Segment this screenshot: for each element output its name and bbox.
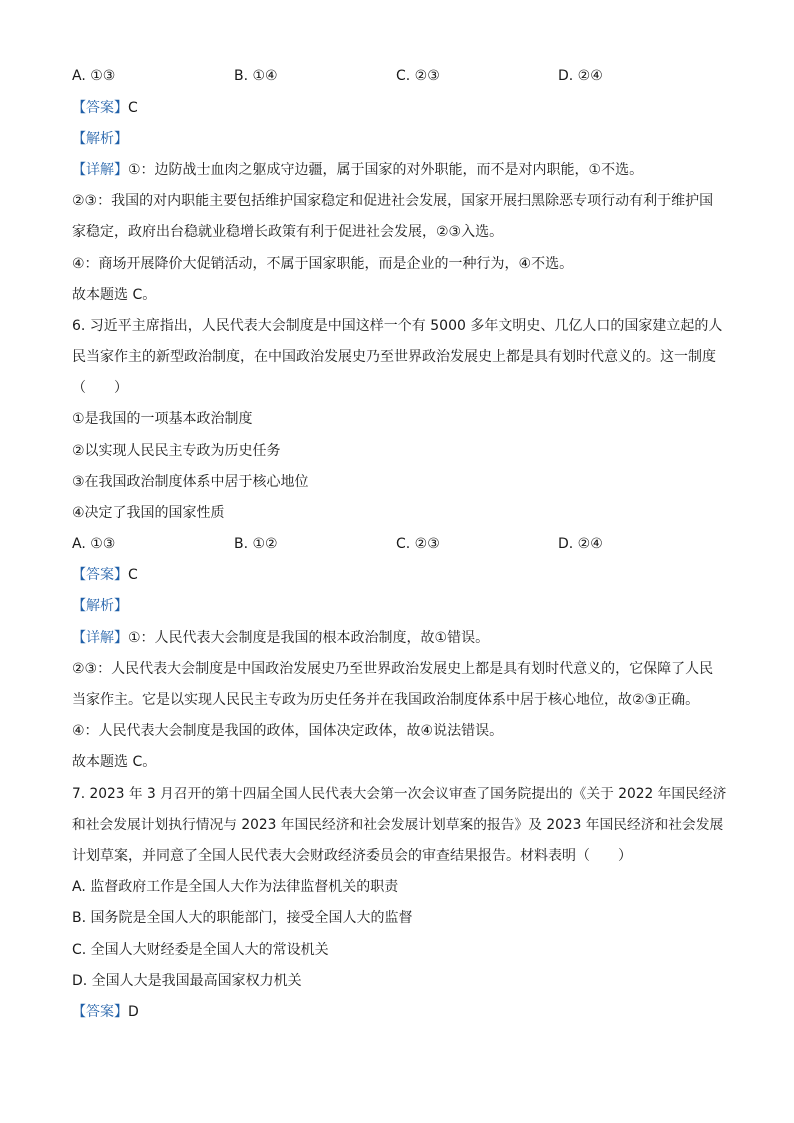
q6-item: ③在我国政治制度体系中居于核心地位	[72, 474, 309, 490]
q6-stem-line: 民当家作主的新型政治制度，在中国政治发展史乃至世界政治发展史上都是具有划时代意义的。这一制度	[72, 349, 716, 365]
answer-value: C	[128, 100, 138, 116]
q6-option-b: B. ①②	[234, 536, 278, 552]
analysis-tag: 【解析】	[72, 131, 128, 147]
q6-option-c: C. ②③	[396, 536, 440, 552]
answer-tag: 【答案】	[72, 100, 128, 116]
q5-detail-line	[72, 160, 732, 180]
answer-value: D	[128, 1004, 139, 1020]
q5-option-a: A. ①③	[72, 68, 116, 84]
answer-tag: 【答案】	[72, 1004, 128, 1020]
q5-analysis-heading	[72, 129, 732, 149]
q6-detail-line: 当家作主。它是以实现人民民主专政为历史任务并在我国政治制度体系中居于核心地位，故②③正确。	[72, 692, 700, 708]
q6-conclusion: 故本题选 C。	[72, 754, 157, 770]
analysis-tag: 【解析】	[72, 598, 128, 614]
answer-value: C	[128, 567, 138, 583]
q5-detail-line: 家稳定，政府出台稳就业稳增长政策有利于促进社会发展，②③入选。	[72, 224, 504, 240]
q6-detail-line	[72, 628, 732, 648]
q6-stem-bracket: （ ）	[72, 380, 128, 396]
q6-option-a: A. ①③	[72, 536, 116, 552]
q7-stem-line: 和社会发展计划执行情况与 2023 年国民经济和社会发展计划草案的报告》及 2023 年国民经济和社会发展	[72, 817, 724, 833]
detail-tag: 【详解】	[72, 162, 128, 178]
q7-choice-d: D. 全国人大是我国最高国家权力机关	[72, 973, 302, 989]
q5-answer	[72, 98, 732, 118]
q7-choice-c: C. 全国人大财经委是全国人大的常设机关	[72, 942, 329, 958]
q6-item: ④决定了我国的国家性质	[72, 505, 225, 521]
q5-option-c: C. ②③	[396, 68, 440, 84]
detail-text: ①：边防战士血肉之躯成守边疆，属于国家的对外职能，而不是对内职能，①不选。	[128, 162, 644, 178]
q5-conclusion: 故本题选 C。	[72, 287, 157, 303]
q6-item: ②以实现人民民主专政为历史任务	[72, 443, 281, 459]
q6-options	[72, 534, 732, 554]
q5-option-d: D. ②④	[558, 68, 603, 84]
q5-detail-line: ②③：我国的对内职能主要包括维护国家稳定和促进社会发展，国家开展扫黑除恶专项行动有利于维护国	[72, 193, 714, 209]
q6-stem-line: 6. 习近平主席指出，人民代表大会制度是中国这样一个有 5000 多年文明史、几亿人口的国家建立起的人	[72, 318, 723, 334]
q7-choice-a: A. 监督政府工作是全国人大作为法律监督机关的职责	[72, 879, 399, 895]
q6-item: ①是我国的一项基本政治制度	[72, 411, 253, 427]
answer-tag: 【答案】	[72, 567, 128, 583]
detail-text: ①：人民代表大会制度是我国的根本政治制度，故①错误。	[128, 630, 490, 646]
q7-stem-line: 7. 2023 年 3 月召开的第十四届全国人民代表大会第一次会议审查了国务院提出的《关于 2022 年国民经济	[72, 786, 727, 802]
q5-options	[72, 66, 732, 86]
q6-detail-line: ②③：人民代表大会制度是中国政治发展史乃至世界政治发展史上都是具有划时代意义的，它保障了人民	[72, 661, 714, 677]
q6-answer	[72, 565, 732, 585]
q5-option-b: B. ①④	[234, 68, 278, 84]
q6-detail-line: ④：人民代表大会制度是我国的政体，国体决定政体，故④说法错误。	[72, 723, 504, 739]
q6-analysis-heading	[72, 596, 732, 616]
q6-option-d: D. ②④	[558, 536, 603, 552]
q7-answer	[72, 1002, 732, 1022]
q5-detail-line: ④：商场开展降价大促销活动，不属于国家职能，而是企业的一种行为，④不选。	[72, 256, 574, 272]
q7-stem-line: 计划草案，并同意了全国人民代表大会财政经济委员会的审查结果报告。材料表明（ ）	[72, 848, 632, 864]
detail-tag: 【详解】	[72, 630, 128, 646]
q7-choice-b: B. 国务院是全国人大的职能部门，接受全国人大的监督	[72, 910, 413, 926]
